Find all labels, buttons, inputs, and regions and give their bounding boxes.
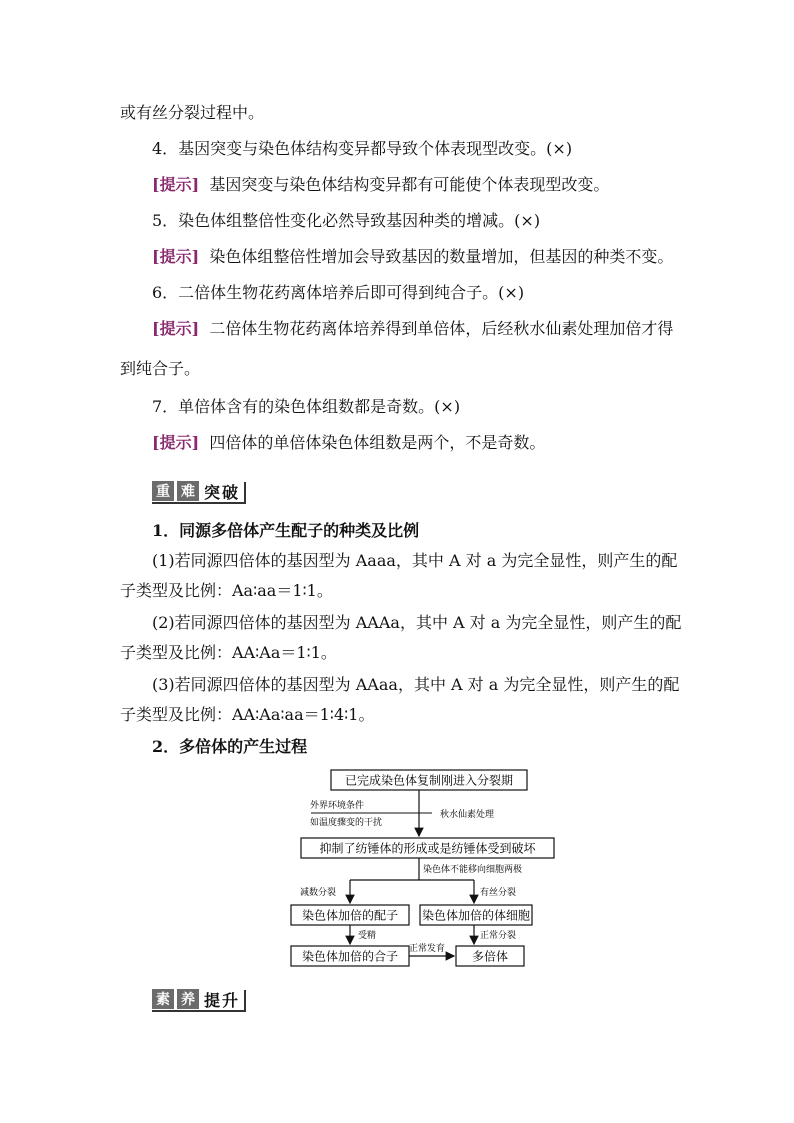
question-7: 7．单倍体含有的染色体组数都是奇数。(×): [152, 397, 461, 416]
label-normal-division: 正常分裂: [480, 931, 517, 941]
box-top-label: 已完成染色体复制刚进入分裂期: [344, 773, 514, 788]
section-box-1: 素: [152, 989, 174, 1009]
section-underline: [152, 1010, 246, 1012]
heading-1: 1．同源多倍体产生配子的种类及比例: [152, 521, 420, 540]
tip-5: [提示] 染色体组整倍性增加会导致基因的数量增加，但基因的种类不变。: [152, 247, 674, 266]
para-1b: 子类型及比例：Aa∶aa＝1∶1。: [120, 581, 333, 600]
box-zygote-label: 染色体加倍的合子: [301, 949, 399, 964]
label-env-1: 外界环境条件: [310, 801, 365, 811]
section-box-2: 养: [177, 989, 199, 1009]
section-title-rest: 提升: [204, 990, 241, 1010]
question-5: 5．染色体组整倍性变化必然导致基因种类的增减。(×): [152, 211, 541, 230]
para-1a: (1)若同源四倍体的基因型为 Aaaa，其中 A 对 a 为完全显性，则产生的配: [152, 551, 678, 570]
section-box-1: 重: [152, 481, 174, 501]
label-no-poles: 染色体不能移向细胞两极: [423, 865, 523, 875]
box-somatic-label: 染色体加倍的体细胞: [421, 908, 531, 923]
para-3b: 子类型及比例：AA∶Aa∶aa＝1∶4∶1。: [120, 705, 375, 724]
label-fertilization: 受精: [358, 931, 377, 941]
para-3a: (3)若同源四倍体的基因型为 AAaa，其中 A 对 a 为完全显性，则产生的配: [152, 675, 680, 694]
tip-6: [提示] 二倍体生物花药离体培养得到单倍体，后经秋水仙素处理加倍才得: [152, 319, 674, 338]
question-4: 4．基因突变与染色体结构变异都导致个体表现型改变。(×): [152, 139, 573, 158]
section-box-2: 难: [177, 481, 199, 501]
label-mitosis: 有丝分裂: [480, 888, 517, 898]
tip-7: [提示] 四倍体的单倍体染色体组数是两个，不是奇数。: [152, 433, 546, 452]
question-6: 6．二倍体生物花药离体培养后即可得到纯合子。(×): [152, 283, 525, 302]
para-2a: (2)若同源四倍体的基因型为 AAAa，其中 A 对 a 为完全显性，则产生的配: [152, 613, 682, 632]
label-meiosis: 减数分裂: [300, 888, 337, 898]
tip-label: [提示]: [152, 247, 200, 266]
tip-label: [提示]: [152, 319, 200, 338]
tip-6-continuation: 到纯合子。: [120, 359, 201, 378]
box-polyploid-label: 多倍体: [471, 949, 509, 964]
heading-2: 2．多倍体的产生过程: [152, 737, 308, 756]
tip-label: [提示]: [152, 175, 200, 194]
para-2b: 子类型及比例：AA∶Aa＝1∶1。: [120, 643, 337, 662]
tip-4: [提示] 基因突变与染色体结构变异都有可能使个体表现型改变。: [152, 175, 610, 194]
text-line-continuation: 或有丝分裂过程中。: [120, 103, 265, 122]
tip-label: [提示]: [152, 433, 200, 452]
label-normal-development: 正常发育: [409, 944, 446, 954]
label-colchicine: 秋水仙素处理: [440, 810, 495, 820]
label-env-2: 如温度骤变的干扰: [310, 818, 383, 828]
box-gamete-label: 染色体加倍的配子: [301, 908, 399, 923]
section-header-literacy: [152, 986, 240, 1012]
box-mid-label: 抑制了纺锤体的形成或是纺锤体受到破坏: [319, 841, 536, 856]
section-endtick: [244, 990, 246, 1010]
section-title-rest: 突破: [204, 482, 241, 502]
